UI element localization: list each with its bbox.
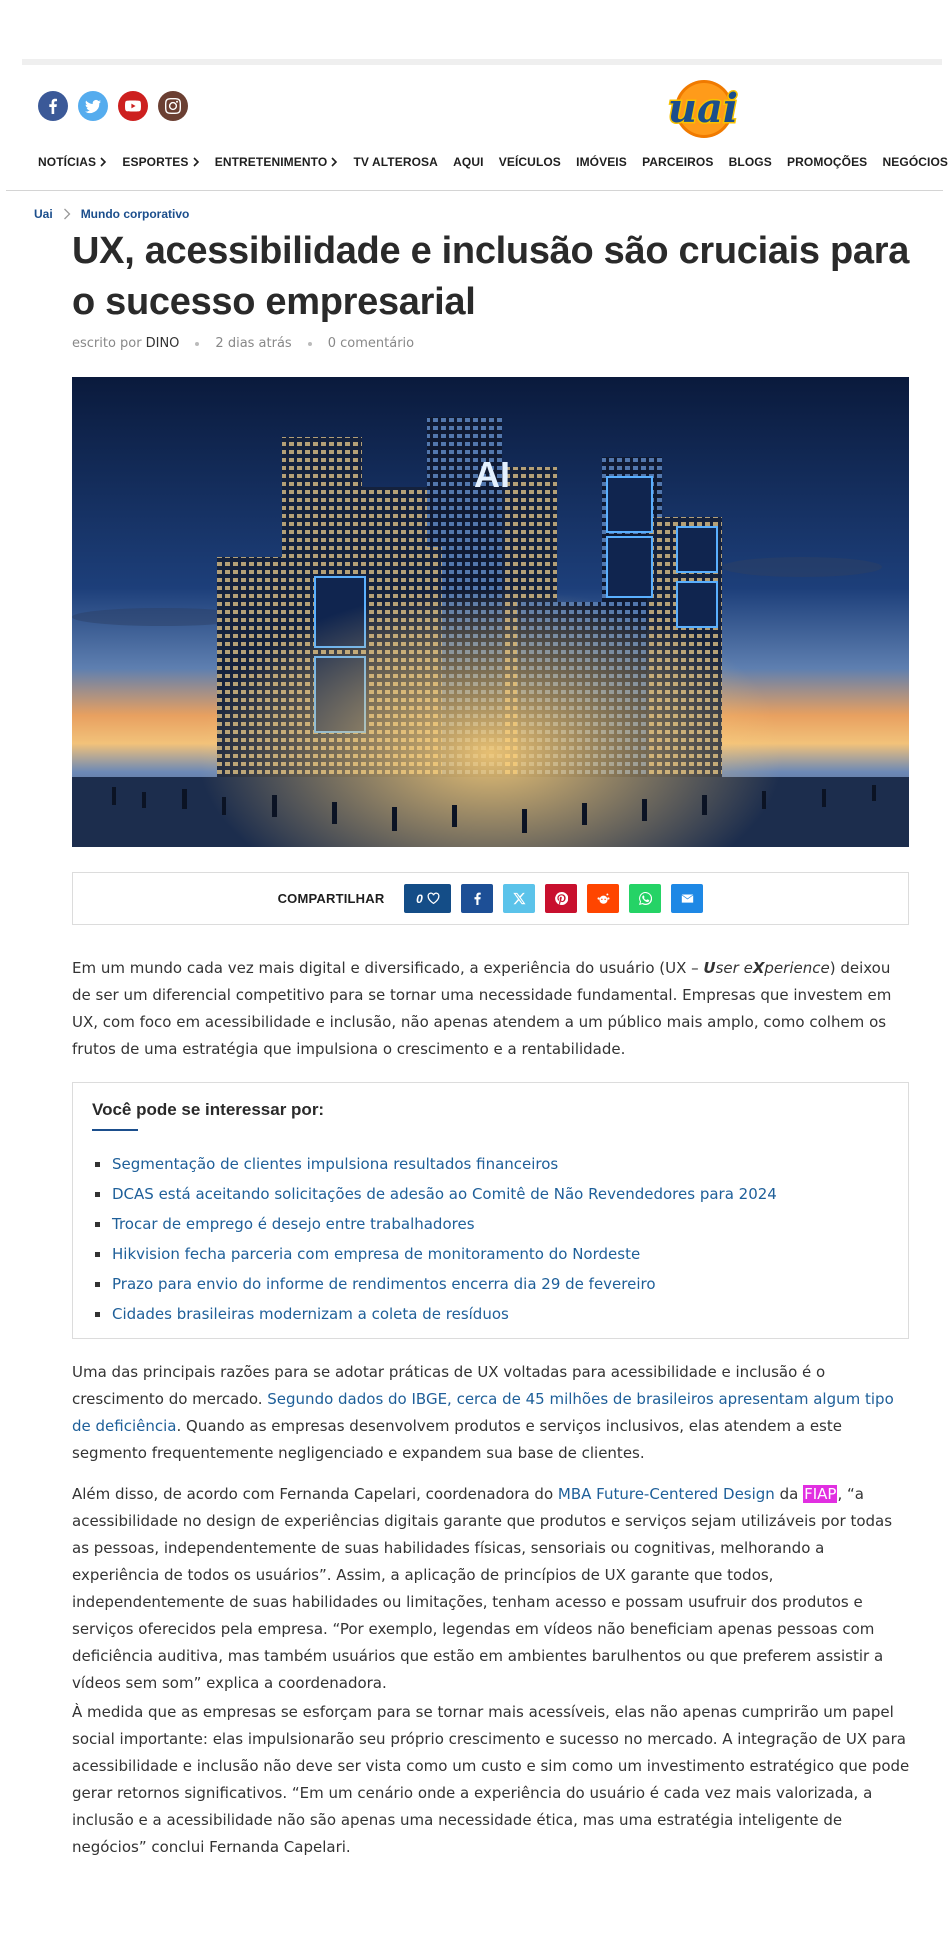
meta-dot	[308, 342, 312, 346]
nav-item-3[interactable]	[353, 155, 437, 169]
email-share-icon	[681, 892, 694, 905]
meta-author[interactable]: DINO	[145, 336, 180, 351]
twitter-link[interactable]	[78, 91, 108, 121]
like-count: 0	[416, 891, 423, 906]
nav-label: VEÍCULOS	[498, 155, 561, 169]
article-title: UX, acessibilidade e inclusão são cruciais para o sucesso empresarial	[72, 230, 910, 323]
like-button[interactable]	[404, 884, 451, 913]
nav-item-0[interactable]	[38, 155, 107, 169]
reddit-share-button[interactable]	[587, 884, 619, 913]
nav-label: TV ALTEROSA	[353, 155, 438, 169]
facebook-share-icon	[471, 892, 484, 905]
whatsapp-share-button[interactable]	[629, 884, 661, 913]
pinterest-share-icon	[555, 892, 568, 905]
youtube-link[interactable]	[118, 91, 148, 121]
top-bar	[22, 59, 942, 65]
heart-icon	[427, 892, 440, 905]
p3-mid: da	[774, 1485, 804, 1503]
social-links	[38, 91, 188, 121]
nav-item-6[interactable]	[576, 155, 627, 169]
nav-label: ENTRETENIMENTO	[214, 155, 328, 169]
p1-ser: ser e	[715, 959, 753, 977]
p3-text: Além disso, de acordo com Fernanda Capelari, coordenadora do	[72, 1485, 558, 1503]
meta-time: 2 dias atrás	[215, 336, 292, 351]
related-item[interactable]: Trocar de emprego é desejo entre trabalhadores	[95, 1209, 777, 1239]
breadcrumb-section[interactable]: Mundo corporativo	[80, 207, 190, 221]
facebook-icon	[45, 98, 61, 114]
reddit-share-icon	[597, 892, 610, 905]
related-item[interactable]: Cidades brasileiras modernizam a coleta de resíduos	[95, 1299, 777, 1329]
related-underline	[92, 1129, 138, 1131]
x-share-icon	[513, 892, 526, 905]
related-list	[95, 1149, 777, 1329]
youtube-icon	[125, 98, 141, 114]
whatsapp-share-icon	[639, 892, 652, 905]
breadcrumb	[34, 207, 189, 221]
chevron-right-icon	[192, 157, 200, 167]
fiap-highlight: FIAP	[804, 1485, 837, 1503]
email-share-button[interactable]	[671, 884, 703, 913]
chevron-right-icon	[63, 208, 71, 220]
meta-dot	[195, 342, 199, 346]
logo-text: uai	[667, 85, 739, 132]
nav-label: AQUI	[453, 155, 484, 169]
meta-by-label: escrito por	[72, 336, 142, 351]
nav-label: PARCEIROS	[642, 155, 714, 169]
nav-label: NOTÍCIAS	[38, 155, 97, 169]
instagram-link[interactable]	[158, 91, 188, 121]
paragraph-intro	[72, 955, 912, 1063]
instagram-icon	[165, 98, 181, 114]
related-title: Você pode se interessar por:	[92, 1100, 325, 1119]
nav-item-9[interactable]	[787, 155, 867, 169]
paragraph-market	[72, 1359, 912, 1467]
article-meta	[72, 336, 414, 351]
nav-label: PROMOÇÕES	[787, 155, 868, 169]
nav-label: IMÓVEIS	[576, 155, 627, 169]
nav-divider	[6, 190, 943, 191]
facebook-share-button[interactable]	[461, 884, 493, 913]
nav-item-4[interactable]	[453, 155, 483, 169]
paragraph-conclusion: À medida que as empresas se esforçam para se tornar mais acessíveis, elas não apenas cumprirão um papel social importante: elas impulsionarão seu próprio crescimento e sucesso no mercado. A integração de UX para acessibilidade e inclusão não deve ser vista como um custo e sim como um investimento estratégico que pode gerar retornos significativos. “Em um cenário onde a experiência do usuário é cada vez mais valorizada, a inclusão e a acessibilidade não são apenas uma necessidade ética, mas uma estratégia inteligente de negócios” conclui Fernanda Capelari.	[72, 1703, 910, 1856]
x-share-button[interactable]	[503, 884, 535, 913]
facebook-link[interactable]	[38, 91, 68, 121]
p1-text-after: ) deixou de ser um diferencial competitivo para se tornar uma necessidade fundamental. Empresas que investem em UX, com foco em acessibilidade e inclusão, não apenas atendem a um público mais amplo, como colhem os frutos de uma estratégia que impulsiona o crescimento e a rentabilidade.	[72, 959, 892, 1058]
nav-item-2[interactable]	[215, 155, 339, 169]
nav-item-1[interactable]	[122, 155, 199, 169]
p1-text: Em um mundo cada vez mais digital e diversificado, a experiência do usuário (UX –	[72, 959, 704, 977]
twitter-icon	[85, 98, 101, 114]
main-nav	[38, 152, 948, 172]
related-item[interactable]: Segmentação de clientes impulsiona resultados financeiros	[95, 1149, 777, 1179]
nav-item-10[interactable]	[883, 155, 948, 169]
nav-item-8[interactable]	[729, 155, 772, 169]
nav-label: BLOGS	[728, 155, 772, 169]
ibge-link[interactable]: Segundo dados do IBGE, cerca de 45 milhões de brasileiros apresentam algum tipo de deficiência	[72, 1390, 894, 1435]
related-item[interactable]: Hikvision fecha parceria com empresa de monitoramento do Nordeste	[95, 1239, 777, 1269]
nav-item-5[interactable]	[499, 155, 561, 169]
pinterest-share-button[interactable]	[545, 884, 577, 913]
hero-image	[72, 377, 909, 847]
related-item[interactable]: DCAS está aceitando solicitações de adesão ao Comitê de Não Revendedores para 2024	[95, 1179, 777, 1209]
chevron-right-icon	[99, 157, 107, 167]
related-box	[72, 1082, 909, 1339]
nav-label: NEGÓCIOS	[882, 155, 948, 169]
related-item[interactable]: Prazo para envio do informe de rendimentos encerra dia 29 de fevereiro	[95, 1269, 777, 1299]
meta-comments[interactable]: 0 comentário	[327, 336, 415, 351]
p3-text-after: , “a acessibilidade no design de experiências digitais garante que produtos e serviços sejam utilizáveis por todas as pessoas, independentemente de suas habilidades físicas, sensoriais ou cognitivas, melhorando a experiência de todos os usuários”. Assim, a aplicação de princípios de UX garante que todos, independentemente de suas habilidades ou limitações, tenham acesso e possam usufruir dos produtos e serviços oferecidos pela empresa. “Por exemplo, legendas em vídeos não beneficiam apenas pessoas com deficiência auditiva, mas também usuários que estão em ambientes barulhentos ou que preferem assistir a vídeos sem som” explica a coordenadora.	[72, 1485, 893, 1692]
p2-text-after: . Quando as empresas desenvolvem produtos e serviços inclusivos, elas atendem a este segmento frequentemente negligenciado e expandem sua base de clientes.	[72, 1417, 842, 1462]
p1-x: X	[752, 959, 765, 977]
mba-link[interactable]: MBA Future-Centered Design	[557, 1485, 775, 1503]
p2-text: Uma das principais razões para se adotar práticas de UX voltadas para acessibilidade e inclusão é o crescimento do mercado.	[72, 1363, 826, 1408]
paragraph-quote	[72, 1481, 912, 1697]
uai-logo[interactable]	[658, 78, 748, 140]
breadcrumb-home[interactable]: Uai	[34, 207, 53, 221]
p1-u: U	[703, 959, 716, 977]
share-label: COMPARTILHAR	[277, 891, 385, 906]
share-bar	[72, 872, 909, 925]
chevron-right-icon	[330, 157, 338, 167]
nav-label: ESPORTES	[122, 155, 189, 169]
nav-item-7[interactable]	[642, 155, 713, 169]
p1-perience: perience	[764, 959, 830, 977]
